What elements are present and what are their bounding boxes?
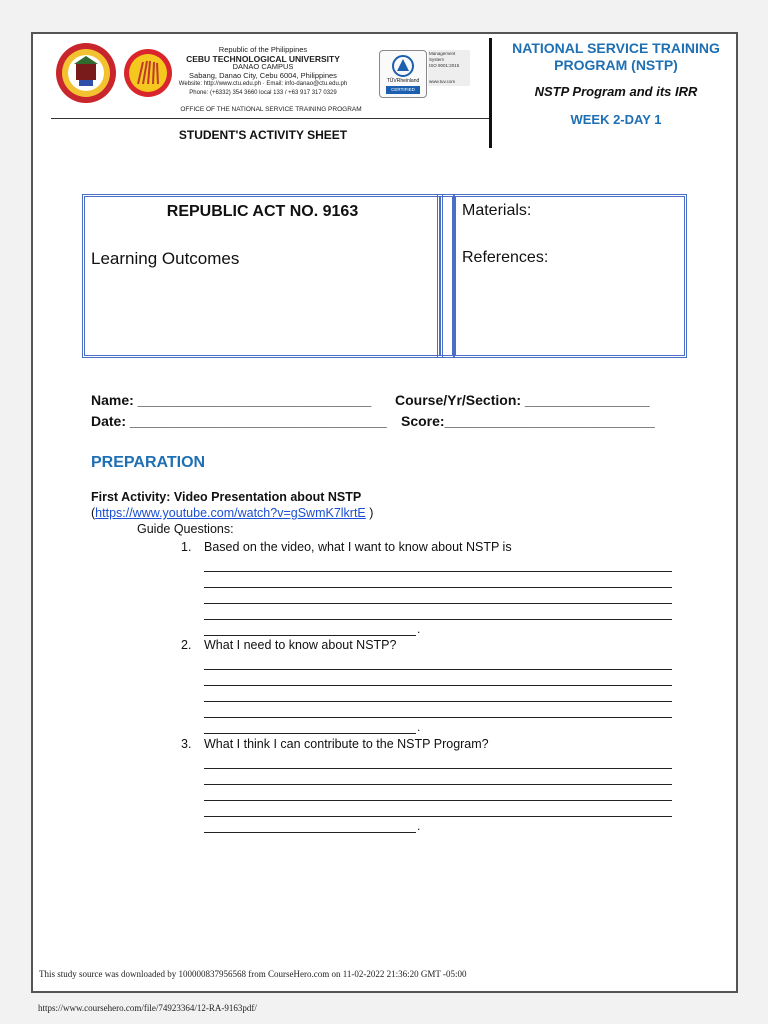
answer-line[interactable] [204,701,672,702]
sheet-title: STUDENT'S ACTIVITY SHEET [178,128,348,142]
tuv-logo-icon [379,50,427,98]
name-field[interactable]: Name: ______________________________ [91,392,372,408]
answer-line[interactable] [204,685,672,686]
question-text: What I need to know about NSTP? [204,638,397,652]
paren-open: ( [91,506,96,520]
download-notice: This study source was downloaded by 100000837956568 from CourseHero.com on 11-02-2022 21:36:20 GMT -05:00 [39,969,467,979]
period-mark: . [417,819,421,833]
cert-id: www.tuv.com [429,79,456,84]
learning-outcomes-label: Learning Outcomes [91,249,240,268]
learning-box [82,194,443,358]
campus-name: DANAO CAMPUS [232,62,294,71]
tuv-brand: TÜVRheinland [386,78,420,84]
phone-text: Phone: (+6332) 354 3660 local 133 / +63 917 317 0329 [189,89,337,96]
answer-line[interactable] [204,816,672,817]
cert-details [428,50,470,86]
answer-line[interactable] [204,571,672,572]
website-text: Website: http://www.ctu.edu.ph · Email: info-danao@ctu.edu.ph [178,81,348,87]
question-text: Based on the video, what I want to know about NSTP is [204,540,512,554]
certification-badge [379,50,469,96]
program-title: NATIONAL SERVICE TRAINING PROGRAM (NSTP) [512,40,720,73]
answer-line[interactable] [204,832,416,833]
source-url[interactable]: https://www.coursehero.com/file/74923364/12-RA-9163pdf/ [38,1003,257,1013]
video-link[interactable]: https://www.youtube.com/watch?v=gSwmK7lkrtE [95,506,366,520]
republic-text: Republic of the Philippines [218,45,308,54]
answer-line[interactable] [204,784,672,785]
act-title: REPUBLIC ACT NO. 9163 [166,203,359,220]
question-number: 3. [181,737,192,751]
references-label: References: [462,249,549,266]
course-field[interactable]: Course/Yr/Section: ________________ [395,392,650,408]
materials-box [453,194,687,358]
program-header [496,40,736,127]
answer-line[interactable] [204,587,672,588]
cert-line: Management [429,51,456,56]
program-subtitle: NSTP Program and its IRR [534,84,698,99]
cert-line: System [429,57,445,62]
university-info [128,46,398,97]
period-mark: . [417,622,421,636]
address-text: Sabang, Danao City, Cebu 6004, Philippines [189,70,337,80]
cert-line: ISO 9001:2015 [429,63,460,68]
answer-line[interactable] [204,768,672,769]
question-text: What I think I can contribute to the NSTP Program? [204,737,489,751]
answer-line[interactable] [204,619,672,620]
week-label: WEEK 2-DAY 1 [570,112,662,127]
header-vertical-divider [489,38,492,148]
university-name: CEBU TECHNOLOGICAL UNIVERSITY [186,53,340,64]
score-field[interactable]: Score:___________________________ [401,413,655,429]
ctu-seal-icon [55,42,117,104]
question-number: 2. [181,638,192,652]
activity-sheet [31,32,738,993]
materials-label: Materials: [462,202,532,219]
activity-title: First Activity: Video Presentation about NSTP [91,490,362,504]
video-link-line [91,506,373,520]
answer-line[interactable] [204,717,672,718]
period-mark: . [417,720,421,734]
question-number: 1. [181,540,192,554]
header-divider [51,118,491,119]
answer-line[interactable] [204,635,416,636]
preparation-heading: PREPARATION [91,454,206,471]
answer-line[interactable] [204,733,416,734]
date-field[interactable]: Date: _________________________________ [91,413,387,429]
paren-close: ) [365,506,374,520]
guide-questions-label: Guide Questions: [137,522,234,536]
office-name: OFFICE OF THE NATIONAL SERVICE TRAINING PROGRAM [180,106,362,113]
answer-line[interactable] [204,603,672,604]
answer-line[interactable] [204,800,672,801]
certified-label: CERTIFIED [386,86,420,94]
answer-line[interactable] [204,669,672,670]
